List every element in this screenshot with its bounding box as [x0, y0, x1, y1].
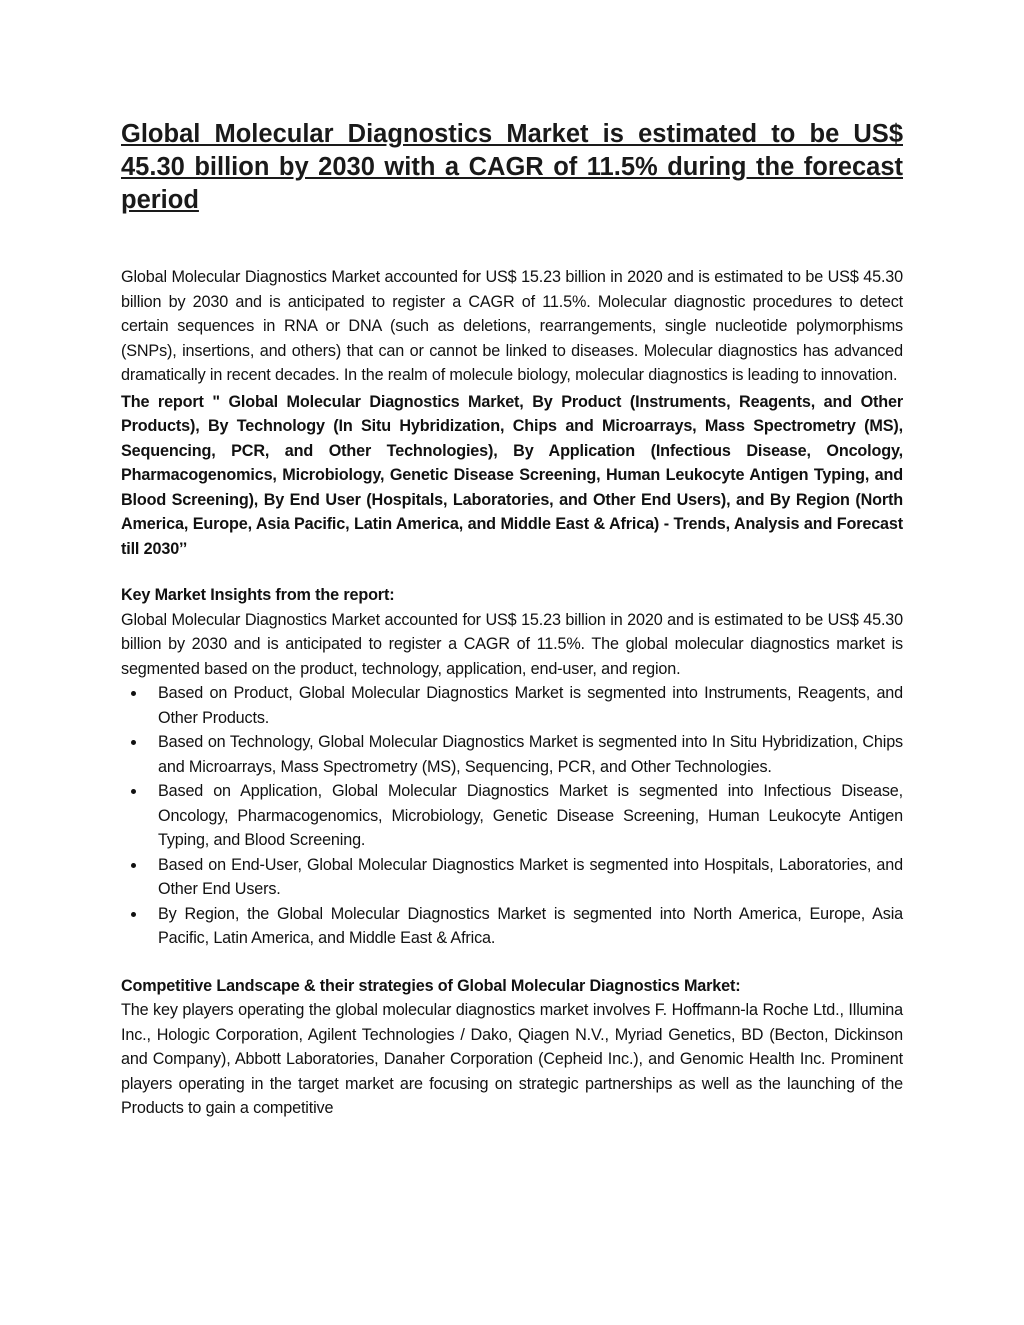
list-item: [121, 681, 903, 730]
list-item: [121, 853, 903, 902]
list-item: [121, 779, 903, 853]
insights-paragraph: Global Molecular Diagnostics Market accounted for US$ 15.23 billion in 2020 and is estimated to be US$ 45.30 billion by 2030 and is anticipated to register a CAGR of 11.5%. The global molecular diagnostics market is segmented based on the product, technology, application, end-user, and region.: [121, 610, 903, 678]
bullet-icon: [131, 789, 136, 794]
list-item-text: Based on Product, Global Molecular Diagnostics Market is segmented into Instruments, Reagents, and Other Products.: [158, 684, 903, 727]
list-item-text: Based on Application, Global Molecular Diagnostics Market is segmented into Infectious Disease, Oncology, Pharmacogenomics, Microbiology, Genetic Disease Screening, Human Leukocyte Antigen Typing, and Blood Screening.: [158, 782, 903, 849]
document-title: Global Molecular Diagnostics Market is estimated to be US$ 45.30 billion by 2030 with a CAGR of 11.5% during the forecast period: [121, 120, 903, 214]
list-item: [121, 730, 903, 779]
bullet-icon: [131, 740, 136, 745]
list-item-text: By Region, the Global Molecular Diagnostics Market is segmented into North America, Europe, Asia Pacific, Latin America, and Middle East & Africa.: [158, 904, 903, 947]
bullet-icon: [131, 863, 136, 868]
bullet-icon: [131, 691, 136, 696]
report-title-paragraph: The report " Global Molecular Diagnostics Market, By Product (Instruments, Reagents, and Other Products), By Technology (In Situ Hybridization, Chips and Microarrays, Mass Spectrometry (MS), Sequencing, PCR, and Other Technologies), By Application (Infectious Disease, Oncology, Pharmacogenomics, Microbiology, Genetic Disease Screening, Human Leukocyte Antigen Typing, and Blood Screening), By End User (Hospitals, Laboratories, and Other End Users), and By Region (North America, Europe, Asia Pacific, Latin America, and Middle East & Africa) - Trends, Analysis and Forecast till 2030’’: [121, 392, 903, 558]
list-item-text: Based on End-User, Global Molecular Diagnostics Market is segmented into Hospitals, Laboratories, and Other End Users.: [158, 855, 903, 898]
document-page: [121, 118, 903, 1121]
insights-heading: Key Market Insights from the report:: [121, 586, 395, 604]
list-item: [121, 902, 903, 951]
bullet-icon: [131, 912, 136, 917]
competitive-heading: Competitive Landscape & their strategies of Global Molecular Diagnostics Market:: [121, 976, 741, 995]
list-item-text: Based on Technology, Global Molecular Diagnostics Market is segmented into In Situ Hybridization, Chips and Microarrays, Mass Spectrometry (MS), Sequencing, PCR, and Other Technologies.: [158, 733, 903, 776]
segmentation-list: [121, 681, 903, 951]
competitive-paragraph: The key players operating the global molecular diagnostics market involves F. Hoffmann-la Roche Ltd., Illumina Inc., Hologic Corporation, Agilent Technologies / Dako, Qiagen N.V., Myriad Genetics, BD (Becton, Dickinson and Company), Abbott Laboratories, Danaher Corporation (Cepheid Inc.), and Genomic Health Inc. Prominent players operating in the target market are focusing on strategic partnerships as well as the launching of the Products to gain a competitive: [121, 1001, 903, 1117]
intro-paragraph: Global Molecular Diagnostics Market accounted for US$ 15.23 billion in 2020 and is estimated to be US$ 45.30 billion by 2030 and is anticipated to register a CAGR of 11.5%. Molecular diagnostic procedures to detect certain sequences in RNA or DNA (such as deletions, rearrangements, single nucleotide polymorphisms (SNPs), insertions, and others) that can or cannot be linked to diseases. Molecular diagnostics has advanced dramatically in recent decades. In the realm of molecule biology, molecular diagnostics is leading to innovation.: [121, 268, 903, 384]
